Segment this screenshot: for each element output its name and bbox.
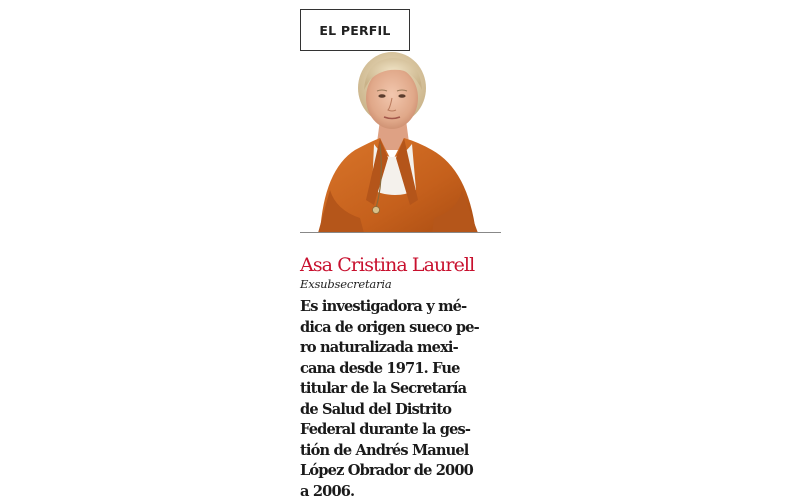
- bio-line: titular de la Secretaría: [300, 379, 510, 400]
- bio-line: dica de origen sueco pe-: [300, 318, 510, 339]
- bio-line: Es investigadora y mé-: [300, 297, 510, 318]
- bio-line: a 2006.: [300, 482, 510, 502]
- bio-line: de Salud del Distrito: [300, 400, 510, 421]
- profile-name: Asa Cristina Laurell: [300, 254, 520, 276]
- bio-line: cana desde 1971. Fue: [300, 359, 510, 380]
- bio-line: ro naturalizada mexi-: [300, 338, 510, 359]
- profile-bio: [300, 297, 510, 502]
- bio-line: López Obrador de 2000: [300, 461, 510, 482]
- profile-role: Exsubsecretaria: [300, 277, 392, 291]
- section-label: EL PERFIL: [300, 9, 410, 51]
- divider-line: [300, 232, 501, 233]
- portrait-photo: [300, 50, 500, 233]
- bio-line: tión de Andrés Manuel: [300, 441, 510, 462]
- bio-line: Federal durante la ges-: [300, 420, 510, 441]
